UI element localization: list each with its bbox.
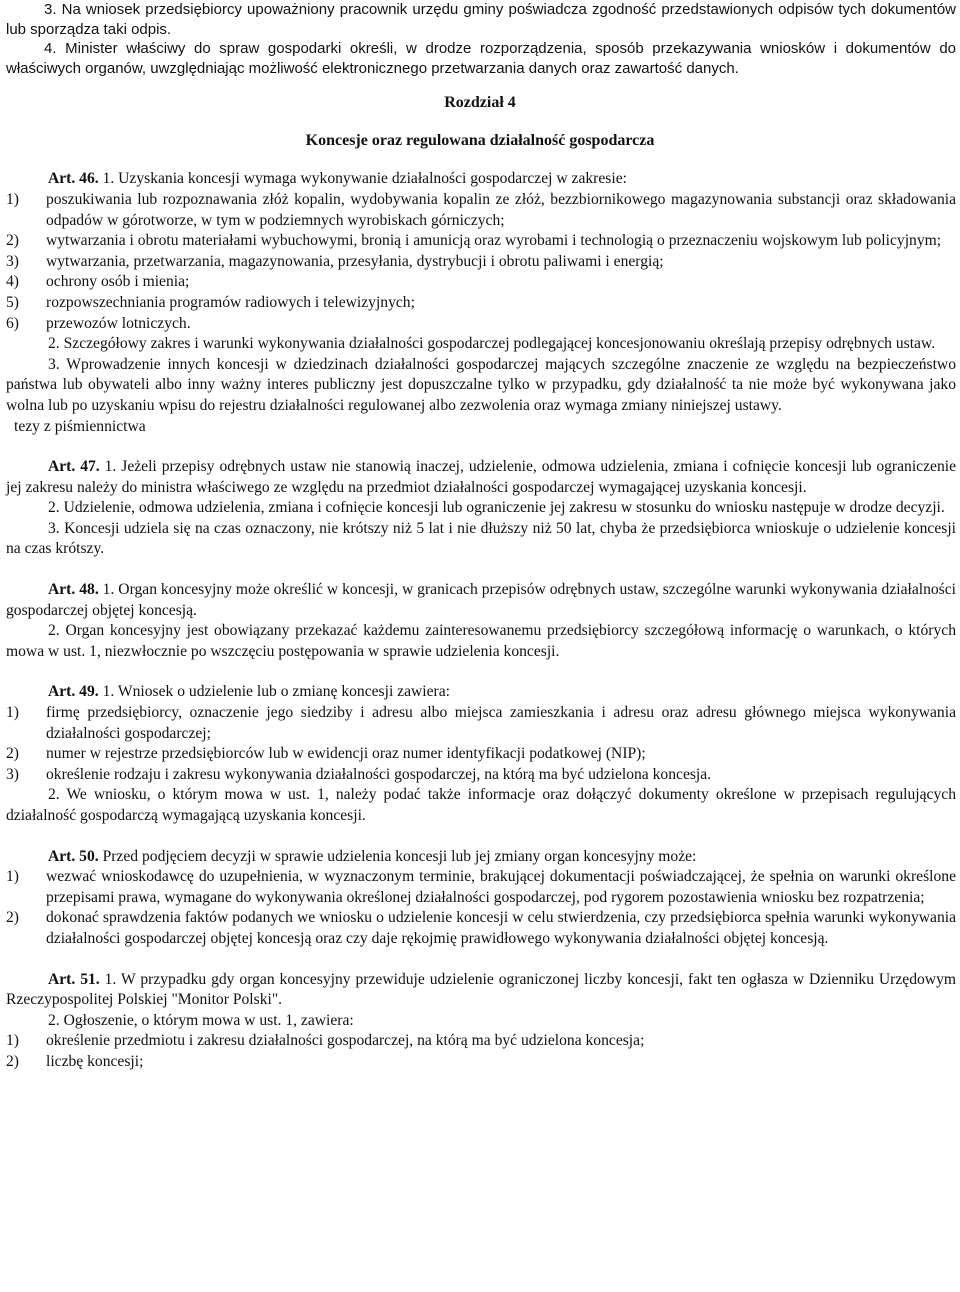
article-51-label: Art. 51. bbox=[48, 970, 100, 988]
list-item-number: 2) bbox=[6, 745, 19, 763]
list-item-text: firmę przedsiębiorcy, oznaczenie jego siedziby i adresu albo miejsca zamieszkania i adresu oraz adresu głównego miejsca wykonywania działalności gospodarczej; bbox=[46, 704, 956, 742]
article-50-lead-text: Przed podjęciem decyzji w sprawie udzielenia koncesji lub jej zmiany organ koncesyjny może: bbox=[98, 847, 697, 865]
article-48 bbox=[0, 580, 960, 662]
article-47-paragraph-1-text: 1. Jeżeli przepisy odrębnych ustaw nie stanowią inaczej, udzielenie, odmowa udzielenia, zmiana i cofnięcie koncesji lub ograniczenie jej zakresu należy do ministra właściwego ze względu na przedmiot działalności gospodarczej wymagającej uzyskania koncesji. bbox=[6, 458, 956, 496]
article-49-lead bbox=[0, 682, 960, 703]
article-46-paragraph-3: 3. Wprowadzenie innych koncesji w dziedzinach działalności gospodarczej mających szczególne znaczenie ze względu na bezpieczeństwo państwa lub obywateli albo inny ważny interes publiczny jest dopuszczalne tylko w przypadku, gdy działalność ta nie może być wykonywana jako wolna lub po uzyskaniu wpisu do rejestru działalności regulowanej albo zezwolenia oraz wymaga zmiany niniejszej ustawy. bbox=[6, 355, 956, 414]
article-47-paragraph-2: 2. Udzielenie, odmowa udzielenia, zmiana i cofnięcie koncesji lub ograniczenie jej zakresu w stosunku do wniosku następuje w drodze decyzji. bbox=[48, 499, 945, 517]
list-item-text: numer w rejestrze przedsiębiorców lub w ewidencji oraz numer identyfikacji podatkowej (NIP); bbox=[46, 745, 646, 763]
commentary-link[interactable]: tezy z piśmiennictwa bbox=[14, 417, 146, 435]
article-51-paragraph-1-text: 1. W przypadku gdy organ koncesyjny przewiduje udzielenie ograniczonej liczby koncesji, fakt ten ogłasza w Dzienniku Urzędowym Rzeczypospolitej Polskiej "Monitor Polski". bbox=[6, 970, 956, 1009]
list-item-text: dokonać sprawdzenia faktów podanych we wniosku o udzielenie koncesji w celu stwierdzenia, czy przedsiębiorca spełnia warunki wykonywania działalności gospodarczej objętej koncesją oraz czy daje rękojmię prawidłowego wykonywania działalności objętej koncesją. bbox=[46, 909, 956, 947]
article-50-item bbox=[0, 867, 960, 908]
list-item-number: 2) bbox=[6, 909, 19, 927]
list-item-text: wezwać wnioskodawcę do uzupełnienia, w wyznaczonym terminie, brakującej dokumentacji poświadczającej, że spełnia on warunki określone przepisami prawa, wymagane do wykonywania określonej działalności gospodarczej, pod rygorem pozostawienia wniosku bez rozpatrzenia; bbox=[46, 868, 956, 906]
list-item-number: 2) bbox=[6, 1052, 19, 1070]
list-item-number: 3) bbox=[6, 765, 19, 783]
list-item-text: określenie rodzaju i zakresu wykonywania działalności gospodarczej, na którą ma być udzielona koncesja. bbox=[46, 765, 712, 783]
list-item-number: 6) bbox=[6, 314, 19, 332]
intro-paragraph-3: 3. Na wniosek przedsiębiorcy upoważniony pracownik urzędu gminy poświadcza zgodność przedstawionych odpisów tych dokumentów lub sporządza taki odpis. bbox=[6, 1, 956, 38]
article-46 bbox=[0, 169, 960, 437]
list-item-number: 4) bbox=[6, 273, 19, 291]
article-50-lead bbox=[0, 847, 960, 868]
list-item-text: rozpowszechniania programów radiowych i telewizyjnych; bbox=[46, 293, 415, 311]
intro-paragraph-4: 4. Minister właściwy do spraw gospodarki określi, w drodze rozporządzenia, sposób przekazywania wniosków i dokumentów do właściwych organów, uwzględniając możliwość elektronicznego przetwarzania danych oraz zawartość danych. bbox=[6, 40, 956, 77]
list-item-text: przewozów lotniczych. bbox=[46, 314, 191, 332]
article-49-paragraph-2: 2. We wniosku, o którym mowa w ust. 1, należy podać także informacje oraz dołączyć dokumenty określone w przepisach regulujących działalność gospodarczą wymagającą uzyskania koncesji. bbox=[6, 786, 956, 824]
article-50 bbox=[0, 847, 960, 950]
article-49-label: Art. 49. bbox=[48, 683, 99, 701]
article-47-label: Art. 47. bbox=[48, 458, 100, 476]
article-48-label: Art. 48. bbox=[48, 581, 99, 599]
article-47-paragraph-3: 3. Koncesji udziela się na czas oznaczony, nie krótszy niż 5 lat i nie dłuższy niż 50 lat, chyba że przedsiębiorca wnioskuje o udzielenie koncesji na czas krótszy. bbox=[6, 519, 956, 558]
article-49-item bbox=[0, 703, 960, 744]
list-item-text: poszukiwania lub rozpoznawania złóż kopalin, wydobywania kopalin ze złóż, bezzbiornikowego magazynowania substancji oraz składowania odpadów w górotworze, w tym w podziemnych wyrobiskach górniczych; bbox=[46, 190, 956, 229]
list-item-number: 1) bbox=[6, 704, 19, 722]
list-item-text: ochrony osób i mienia; bbox=[46, 273, 190, 291]
article-49-item bbox=[0, 765, 960, 786]
article-47 bbox=[0, 457, 960, 560]
article-46-item bbox=[0, 190, 960, 231]
chapter-title: Koncesje oraz regulowana działalność gospodarcza bbox=[305, 132, 655, 150]
article-51-paragraph-1 bbox=[0, 970, 960, 1011]
article-49-lead-text: 1. Wniosek o udzielenie lub o zmianę koncesji zawiera: bbox=[98, 683, 450, 701]
article-48-paragraph-1-text: 1. Organ koncesyjny może określić w koncesji, w granicach przepisów odrębnych ustaw, szczególne warunki wykonywania działalności gospodarczej objętej koncesją. bbox=[6, 581, 956, 619]
article-46-lead-text: 1. Uzyskania koncesji wymaga wykonywanie działalności gospodarczej w zakresie: bbox=[98, 170, 627, 188]
article-47-paragraph-1 bbox=[0, 457, 960, 498]
article-46-item bbox=[0, 231, 960, 252]
article-51-paragraph-2-lead: 2. Ogłoszenie, o którym mowa w ust. 1, zawiera: bbox=[48, 1011, 354, 1029]
article-51-item bbox=[0, 1031, 960, 1052]
list-item-number: 1) bbox=[6, 1032, 19, 1050]
list-item-number: 1) bbox=[6, 190, 19, 208]
article-48-paragraph-2: 2. Organ koncesyjny jest obowiązany przekazać każdemu zainteresowanemu przedsiębiorcy szczegółową informację o warunkach, o których mowa w ust. 1, niezwłocznie po wszczęciu postępowania w sprawie udzielenia koncesji. bbox=[6, 622, 956, 660]
article-51-item bbox=[0, 1052, 960, 1073]
article-49 bbox=[0, 682, 960, 826]
article-46-label: Art. 46. bbox=[48, 170, 99, 188]
article-46-item bbox=[0, 272, 960, 293]
list-item-text: określenie przedmiotu i zakresu działalności gospodarczej, na którą ma być udzielona koncesja; bbox=[46, 1032, 645, 1050]
article-46-lead bbox=[0, 169, 960, 190]
list-item-text: liczbę koncesji; bbox=[46, 1052, 144, 1070]
chapter-number: Rozdział 4 bbox=[444, 94, 516, 112]
list-item-number: 5) bbox=[6, 293, 19, 311]
list-item-text: wytwarzania i obrotu materiałami wybuchowymi, bronią i amunicją oraz wyrobami i technologią o przeznaczeniu wojskowym lub policyjnym; bbox=[46, 232, 942, 250]
article-48-paragraph-1 bbox=[0, 580, 960, 621]
article-46-paragraph-2: 2. Szczegółowy zakres i warunki wykonywania działalności gospodarczej podlegającej koncesjonowaniu określają przepisy odrębnych ustaw. bbox=[48, 335, 936, 353]
article-50-label: Art. 50. bbox=[48, 847, 99, 865]
article-46-item bbox=[0, 293, 960, 314]
article-51 bbox=[0, 970, 960, 1073]
article-46-item bbox=[0, 314, 960, 335]
article-49-item bbox=[0, 744, 960, 765]
article-50-item bbox=[0, 908, 960, 949]
list-item-number: 3) bbox=[6, 252, 19, 270]
list-item-text: wytwarzania, przetwarzania, magazynowania, przesyłania, dystrybucji i obrotu paliwami i energią; bbox=[46, 252, 664, 270]
list-item-number: 1) bbox=[6, 868, 19, 886]
list-item-number: 2) bbox=[6, 232, 19, 250]
article-46-item bbox=[0, 252, 960, 273]
